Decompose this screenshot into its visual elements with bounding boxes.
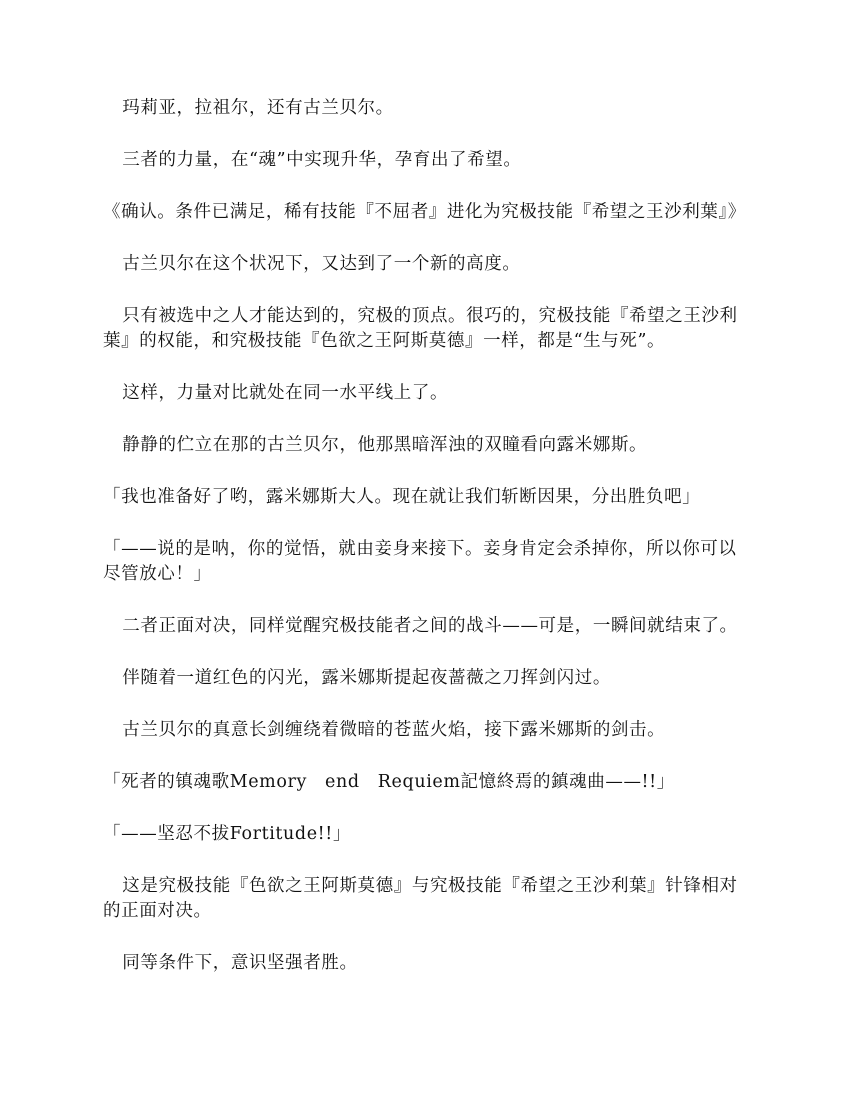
paragraph: 二者正面对决，同样觉醒究极技能者之间的战斗——可是，一瞬间就结束了。 (122, 616, 738, 636)
paragraph: 这样，力量对比就处在同一水平线上了。 (122, 383, 449, 403)
dialogue-paragraph: 「——说的是呐，你的觉悟，就由妾身来接下。妾身肯定会杀掉你，所以你可以尽管放心！」 (103, 539, 737, 584)
paragraph: 静静的伫立在那的古兰贝尔，他那黑暗浑浊的双瞳看向露米娜斯。 (122, 435, 648, 455)
paragraph: 古兰贝尔在这个状况下，又达到了一个新的高度。 (122, 254, 521, 274)
paragraph: 三者的力量，在“魂”中实现升华，孕育出了希望。 (122, 150, 522, 170)
dialogue-paragraph: 「我也准备好了哟，露米娜斯大人。现在就让我们斩断因果，分出胜负吧」 (103, 487, 701, 507)
paragraph: 同等条件下，意识坚强者胜。 (122, 953, 358, 973)
dialogue-paragraph: 「死者的镇魂歌Memory end Requiem記憶終焉的鎮魂曲——!!」 (103, 772, 675, 792)
paragraph: 伴随着一道红色的闪光，露米娜斯提起夜蔷薇之刀挥剑闪过。 (122, 668, 611, 688)
paragraph: 只有被选中之人才能达到的，究极的顶点。很巧的，究极技能『希望之王沙利葉』的权能，和究极技能『色欲之王阿斯莫德』一样，都是“生与死”。 (103, 306, 738, 351)
paragraph: 《确认。条件已满足，稀有技能『不屈者』进化为究极技能『希望之王沙利葉』》 (103, 202, 746, 222)
paragraph: 古兰贝尔的真意长剑缠绕着微暗的苍蓝火焰，接下露米娜斯的剑击。 (122, 720, 666, 740)
body-text (103, 96, 751, 1003)
paragraph: 这是究极技能『色欲之王阿斯莫德』与究极技能『希望之王沙利葉』针锋相对的正面对决。 (103, 876, 738, 921)
dialogue-paragraph: 「——坚忍不拔Fortitude!!」 (103, 824, 352, 844)
paragraph: 玛莉亚，拉祖尔，还有古兰贝尔。 (122, 98, 394, 118)
